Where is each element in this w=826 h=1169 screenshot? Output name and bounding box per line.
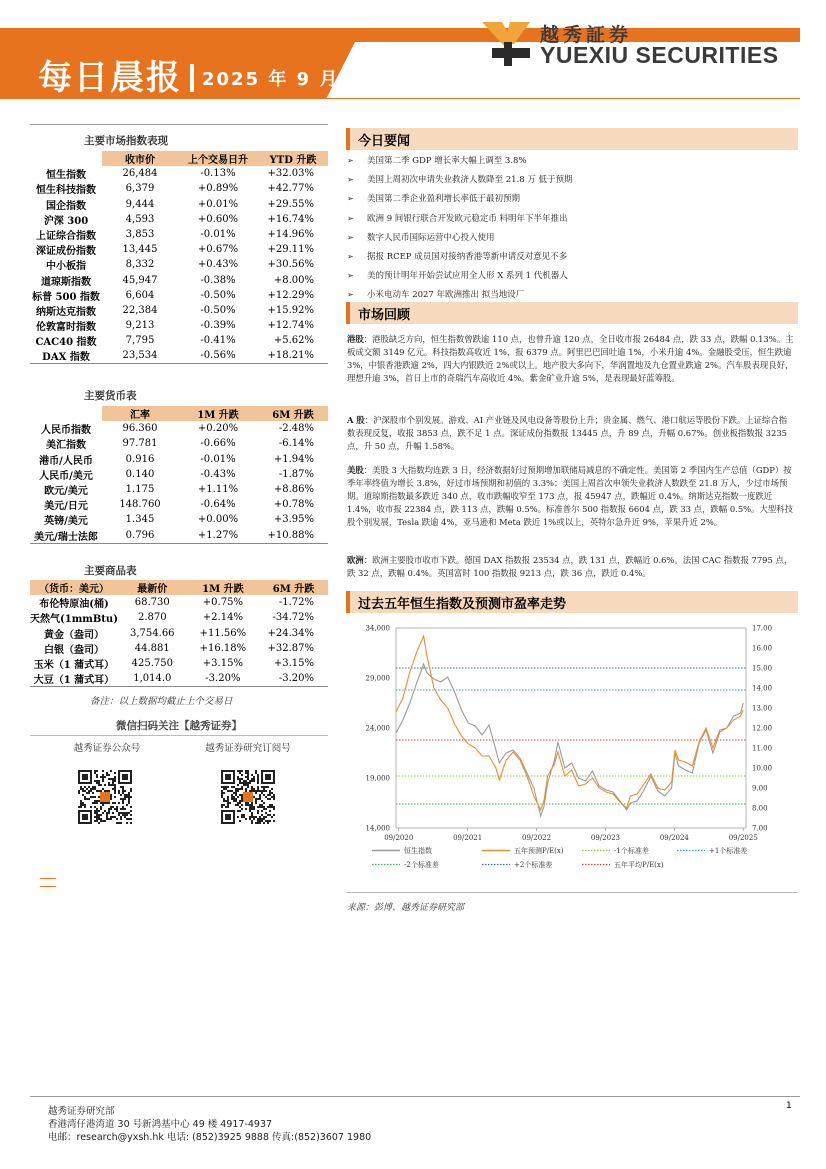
- column-header: 1M 升跌: [178, 406, 258, 421]
- cell-value: 9,213: [125, 320, 155, 332]
- row-label: 美汇指数: [46, 440, 86, 452]
- table-row: [30, 212, 328, 227]
- commodity-table-title: 主要商品表: [84, 565, 137, 577]
- row-label: 黄金（盎司）: [43, 629, 104, 641]
- news-item[interactable]: [347, 212, 568, 224]
- cell-value: +8.00%: [273, 274, 314, 286]
- cell-value: 44.881: [134, 642, 170, 654]
- cell-value: +16.74%: [267, 213, 314, 225]
- news-item[interactable]: [347, 288, 524, 300]
- table-row: [30, 273, 328, 288]
- divider: [30, 124, 328, 125]
- column-header: 1M 升跌: [187, 580, 259, 595]
- x-tick-label: 09/2020: [384, 834, 414, 842]
- arrow-bullet-icon: ➢: [347, 213, 354, 223]
- cell-value: +0.89%: [197, 183, 239, 195]
- table-header-row: [30, 406, 328, 421]
- cell-value: -0.43%: [200, 468, 236, 480]
- y-right-tick-label: 11.00: [752, 744, 773, 753]
- table-row: [30, 436, 328, 451]
- arrow-bullet-icon: ➢: [347, 194, 354, 204]
- table-header-row: [30, 580, 328, 595]
- cell-value: 0.796: [102, 528, 178, 544]
- row-label: 美元/日元: [44, 501, 88, 513]
- qr1-caption: 越秀证券公众号: [73, 743, 141, 754]
- cell-value: +0.00%: [197, 514, 239, 526]
- news-item-text: 美的预计明年开始尝试应用全人形 X 系列 1 代机器人: [367, 271, 568, 282]
- table-row: [30, 671, 328, 687]
- table-row: [30, 333, 328, 348]
- table-row: [30, 318, 328, 333]
- chart-header: [346, 591, 798, 613]
- news-item[interactable]: [347, 154, 527, 166]
- row-label: CAC40 指数: [35, 337, 97, 349]
- cell-value: +0.60%: [197, 213, 239, 225]
- y-left-tick-label: 29,000: [365, 674, 390, 683]
- cell-value: 6,379: [125, 183, 155, 195]
- cell-value: -0.01%: [200, 229, 236, 241]
- news-item-text: 美国上周初次申请失业救济人数降至 21.8 万 低于预期: [367, 175, 573, 186]
- table-row: [30, 227, 328, 242]
- row-label: 港币/人民币: [39, 455, 93, 467]
- y-right-tick-label: 12.00: [752, 724, 773, 733]
- column-header: 6M 升跌: [258, 406, 328, 421]
- table-row: [30, 528, 328, 544]
- cell-value: 9,444: [125, 198, 155, 210]
- table-row: [30, 166, 328, 181]
- cell-value: +3.15%: [273, 658, 314, 670]
- cell-value: 0.916: [125, 453, 155, 465]
- legend-label: -1个标准差: [614, 847, 649, 855]
- cell-value: +11.56%: [199, 627, 247, 639]
- cell-value: 97.781: [122, 438, 158, 450]
- column-header: 最新价: [118, 580, 187, 595]
- chart-source: 来源：彭博、越秀证券研究部: [347, 903, 465, 913]
- news-item-text: 小米电动车 2027 年欧洲推出 拟当地设厂: [367, 290, 525, 301]
- cell-value: +0.78%: [273, 499, 314, 511]
- cell-value: +10.88%: [258, 528, 328, 544]
- market-review-header: [346, 302, 798, 324]
- y-left-tick-label: 14,000: [365, 824, 390, 833]
- cell-value: +12.29%: [267, 289, 314, 301]
- arrow-bullet-icon: ➢: [347, 156, 354, 165]
- cell-value: 23,534: [102, 348, 178, 364]
- news-item-text: 美国第二季企业盈利增长率低于最初预期: [367, 194, 521, 205]
- cell-value: 1.175: [125, 484, 155, 496]
- arrow-bullet-icon: ➢: [347, 290, 354, 300]
- row-label: DAX 指数: [30, 348, 102, 364]
- y-left-tick-label: 19,000: [365, 774, 390, 783]
- table-header-row: [30, 151, 328, 166]
- row-label: 美元/瑞士法郎: [30, 528, 102, 544]
- y-left-tick-label: 24,000: [365, 724, 390, 733]
- cell-value: +29.55%: [267, 198, 314, 210]
- footer-address: 香港湾仔港湾道 30 号新鸿基中心 49 楼 4917-4937: [48, 1119, 273, 1130]
- column-header: [30, 151, 102, 166]
- table-row: [30, 288, 328, 303]
- divider: [40, 886, 56, 887]
- table-row: [30, 467, 328, 482]
- cell-value: -6.14%: [278, 438, 314, 450]
- cell-value: 22,384: [122, 304, 158, 316]
- cell-value: 4,593: [125, 213, 155, 225]
- cell-value: +0.01%: [197, 198, 239, 210]
- page-number: 1: [786, 1101, 792, 1111]
- x-tick-label: 09/2021: [453, 834, 483, 842]
- y-right-tick-label: 10.00: [752, 764, 773, 773]
- cell-value: 7,795: [125, 335, 155, 347]
- news-item[interactable]: [347, 269, 568, 281]
- cell-value: +32.03%: [267, 168, 314, 180]
- today-news-title: 今日要闻: [358, 134, 411, 149]
- column-header: 6M 升跌: [259, 580, 328, 595]
- table-row: [30, 348, 328, 364]
- cell-value: 13,445: [122, 244, 158, 256]
- news-item-text: 数字人民币国际运营中心投入使用: [367, 232, 495, 243]
- column-header: [30, 406, 102, 421]
- logo-en: YUEXIU SECURITIES: [540, 42, 779, 68]
- cell-value: 3,754.66: [130, 627, 175, 639]
- row-label: 道琼斯指数: [41, 276, 91, 288]
- index-table-title: 主要市场指数表现: [84, 135, 168, 147]
- cell-value: 68.730: [134, 597, 170, 609]
- y-right-tick-label: 15.00: [752, 664, 773, 673]
- hsi-pe-chart: [346, 620, 798, 885]
- qr-code-icon[interactable]: [78, 770, 132, 824]
- row-label: 国企指数: [46, 200, 86, 212]
- cell-value: 2.870: [137, 612, 167, 624]
- news-item-text: 据报 RCEP 成员国对接纳香港等新申请反对意见不多: [367, 252, 568, 262]
- cell-value: +3.95%: [273, 514, 314, 526]
- row-label: 恒生指数: [46, 170, 86, 182]
- qr2-caption: 越秀证券研究订阅号: [205, 743, 291, 754]
- legend-label: +2个标准差: [514, 861, 553, 869]
- cell-value: +2.14%: [202, 612, 243, 624]
- table-row: [30, 656, 328, 671]
- header-rule: [0, 98, 800, 99]
- row-label: 大豆（1 蒲式耳）: [30, 671, 118, 687]
- cell-value: +15.92%: [267, 304, 314, 316]
- cell-value: 1.345: [125, 514, 155, 526]
- cell-value: +0.75%: [202, 597, 243, 609]
- news-item[interactable]: [347, 231, 495, 243]
- row-label: 布伦特原油(桶): [39, 599, 109, 611]
- legend-label: -2个标准差: [404, 861, 439, 869]
- cell-value: -0.50%: [200, 289, 236, 301]
- cell-value: -0.41%: [200, 335, 236, 347]
- column-header: 汇率: [102, 406, 178, 421]
- cell-value: +42.77%: [267, 183, 314, 195]
- row-label: 恒生科技指数: [36, 185, 96, 197]
- cell-value: 96.360: [122, 423, 158, 435]
- cell-value: -1.72%: [278, 597, 314, 609]
- row-label: 中小板指: [46, 261, 86, 273]
- cell-value: +32.87%: [267, 642, 314, 654]
- cell-value: -0.64%: [200, 499, 236, 511]
- footer-contact: 电邮：research@yxsh.hk 电话: (852)3925 9888 传真:(852)3607 1980: [48, 1132, 372, 1143]
- legend-label: 五年预测P/E(x): [514, 847, 564, 855]
- yuexiu-logo-icon: [480, 18, 532, 68]
- divider: [30, 735, 328, 736]
- market-review-title: 市场回顾: [358, 308, 411, 323]
- cell-value: +30.56%: [267, 259, 314, 271]
- row-label: 沪深 300: [43, 215, 89, 227]
- cell-value: +8.86%: [273, 484, 314, 496]
- review-us: 美股：美股 3 大指数均连跌 3 日，经济数据好过预期增加联储局减息的不确定性。美国第 2 季国内生产总值（GDP）按季年率终值为增长 3.8%，好过市场预期和初值的 3.3%；美国上周首次申领失业救济人数跌至 21.8 万人，少过市场预期。道琼斯指数最多跌近 340 点，收市跌幅收窄至 173 点，报 45947 点，跌幅近 0.4%。纳斯达克指数一度跌近 1.4%，收市报 22384 点，跌 113 点，跌幅 0.5%。标准普尔 500 指数报 6604 点，跌 33 点，跌幅 0.5%。大型科技股个别发展，Tesla 跌逾 4%，亚马逊和 Meta 跌近 1%或以上，英特尔急升近 9%，苹果升近 2%。: [347, 465, 793, 527]
- y-right-tick-label: 9.00: [752, 784, 768, 793]
- cell-value: -0.01%: [200, 453, 236, 465]
- table-row: [30, 497, 328, 512]
- cell-value: -0.38%: [200, 274, 236, 286]
- wechat-title: 微信扫码关注【越秀证券】: [116, 720, 242, 732]
- table-row: [30, 421, 328, 436]
- row-label: 人民币指数: [41, 425, 91, 437]
- column-header: YTD 升跌: [258, 151, 328, 166]
- index-table: [30, 151, 328, 364]
- cell-value: +14.96%: [267, 229, 314, 241]
- arrow-bullet-icon: ➢: [347, 252, 354, 261]
- news-item-text: 欧洲 9 间银行联合开发欧元稳定币 料明年下半年推出: [367, 213, 568, 224]
- table-row: [30, 242, 328, 257]
- review-ashare: A 股：沪深股市个别发展。游戏、AI 产业链及风电设备等股份上升；贵金属、燃气、港口航运等股份下跌。上证综合指数表现反复，收报 3853 点，跌不足 1 点。深证成份指数报 13445 点，升 89 点，升幅 0.67%。创业板指数报 3235 点，升 50 点，升幅 1.58%。: [347, 415, 788, 451]
- cell-value: -2.48%: [278, 423, 314, 435]
- row-label: 标普 500 指数: [32, 291, 100, 303]
- news-item[interactable]: [347, 192, 520, 204]
- table-row: [30, 626, 328, 641]
- report-date: 2025 年 9 月 26 日: [202, 69, 406, 90]
- y-right-tick-label: 16.00: [752, 644, 773, 653]
- cell-value: +18.21%: [258, 348, 328, 364]
- commodity-table: [30, 580, 328, 687]
- cell-value: +0.43%: [197, 259, 239, 271]
- news-item[interactable]: [347, 173, 573, 185]
- review-europe: 欧洲：欧洲主要股市收市下跌。德国 DAX 指数报 23534 点，跌 131 点，跌幅近 0.6%。法国 CAC 指数报 7795 点，跌 32 点，跌幅 0.4%。英国富时 100 指数报 9213 点，跌 36 点，跌近 0.4%。: [347, 555, 793, 578]
- x-tick-label: 09/2024: [659, 834, 689, 842]
- table-row: [30, 610, 328, 625]
- arrow-bullet-icon: ➢: [347, 271, 354, 281]
- table-row: [30, 452, 328, 467]
- cell-value: 45,947: [122, 274, 158, 286]
- cell-value: -0.13%: [200, 168, 236, 180]
- footer-dept: 越秀证券研究部: [48, 1106, 115, 1117]
- legend-label: 五年平均P/E(x): [614, 861, 664, 869]
- table-note: 备注：以上数据均截止上个交易日: [90, 696, 233, 707]
- column-header: 收市价: [102, 151, 178, 166]
- cell-value: +1.27%: [178, 528, 258, 544]
- cell-value: -3.20%: [187, 671, 259, 687]
- divider: [346, 892, 798, 893]
- column-header: 上个交易日升: [178, 151, 258, 166]
- cell-value: 1,014.0: [118, 671, 187, 687]
- fx-table-title: 主要货币表: [84, 390, 137, 402]
- y-right-tick-label: 8.00: [752, 804, 768, 813]
- logo-cn: 越秀証券: [540, 24, 633, 46]
- cell-value: +3.15%: [202, 658, 243, 670]
- legend-label: +1个标准差: [709, 847, 748, 855]
- fx-table: [30, 406, 328, 544]
- divider: [40, 878, 56, 879]
- cell-value: -0.39%: [200, 320, 236, 332]
- cell-value: 425.750: [131, 658, 173, 670]
- cell-value: -34.72%: [272, 612, 314, 624]
- y-left-tick-label: 34,000: [365, 624, 390, 633]
- y-right-tick-label: 13.00: [752, 704, 773, 713]
- row-label: 英镑/美元: [44, 516, 88, 528]
- cell-value: +0.20%: [197, 423, 239, 435]
- news-item-text: 美国第二季 GDP 增长率大幅上调至 3.8%: [367, 156, 527, 166]
- row-label: 白银（盎司）: [43, 644, 104, 656]
- series-line: [396, 636, 743, 810]
- cell-value: +29.11%: [267, 244, 314, 256]
- cell-value: 8,332: [125, 259, 155, 271]
- report-title: 每日晨报 2025 年 9 月 26 日: [38, 58, 406, 98]
- row-label: 上证综合指数: [36, 231, 96, 243]
- cell-value: +0.67%: [197, 244, 239, 256]
- cell-value: 26,484: [122, 168, 158, 180]
- cell-value: -0.56%: [178, 348, 258, 364]
- news-item[interactable]: [347, 250, 567, 262]
- column-header: （货币：美元）: [30, 580, 118, 595]
- x-tick-label: 09/2022: [522, 834, 552, 842]
- chart-title: 过去五年恒生指数及预测市盈率走势: [358, 597, 567, 612]
- table-row: [30, 257, 328, 272]
- cell-value: +12.74%: [267, 320, 314, 332]
- cell-value: +24.34%: [267, 627, 314, 639]
- row-label: 玉米（1 蒲式耳）: [33, 660, 115, 672]
- table-row: [30, 641, 328, 656]
- plot-area: [396, 628, 746, 828]
- row-label: 伦敦富时指数: [36, 322, 96, 334]
- row-label: 天然气(1mmBtu): [30, 614, 118, 626]
- y-right-tick-label: 17.00: [752, 624, 773, 633]
- table-row: [30, 482, 328, 497]
- qr-code-icon[interactable]: [221, 770, 275, 824]
- table-row: [30, 181, 328, 196]
- header-band: [0, 28, 800, 42]
- cell-value: 6,604: [125, 289, 155, 301]
- cell-value: +5.62%: [273, 335, 314, 347]
- cell-value: -3.20%: [259, 671, 328, 687]
- x-tick-label: 09/2025: [728, 834, 758, 842]
- table-row: [30, 595, 328, 610]
- cell-value: 0.140: [125, 468, 155, 480]
- x-tick-label: 09/2023: [590, 834, 620, 842]
- cell-value: -0.50%: [200, 304, 236, 316]
- cell-value: +16.18%: [199, 642, 247, 654]
- cell-value: -1.87%: [278, 468, 314, 480]
- row-label: 纳斯达克指数: [36, 306, 96, 318]
- cell-value: +1.94%: [273, 453, 314, 465]
- footer-rule: [30, 1096, 800, 1097]
- cell-value: -0.66%: [200, 438, 236, 450]
- cell-value: 3,853: [125, 229, 155, 241]
- row-label: 欧元/美元: [44, 486, 88, 498]
- arrow-bullet-icon: ➢: [347, 175, 354, 185]
- review-hk: 港股：港股缺乏方向，恒生指数曾跌逾 110 点，也曾升逾 120 点，全日收市报 26484 点，跌 33 点，跌幅 0.13%。主板成交额 3149 亿元。科技指数高收近 1%，报 6379 点。阿里巴巴回吐逾 1%，小米升逾 4%。金融股受压，恒生跌逾 3%，中银香港跌逾 2%，四大内银跌近 2%或以上。地产股大多向下，华润置地及九仓置业跌逾 2%。汽车股表现良好，理想升逾 3%，首日上市的奇瑞汽车高收近 4%。紫金矿业升逾 5%，是表现最好蓝筹股。: [347, 334, 794, 383]
- row-label: 深证成份指数: [36, 246, 96, 258]
- legend-label: 恒生指数: [404, 847, 432, 855]
- table-row: [30, 512, 328, 527]
- today-news-header: [346, 128, 798, 150]
- arrow-bullet-icon: ➢: [347, 232, 354, 242]
- row-label: 人民币/美元: [39, 470, 93, 482]
- y-right-tick-label: 14.00: [752, 684, 773, 693]
- cell-value: +1.11%: [197, 484, 239, 496]
- cell-value: 148.760: [119, 499, 161, 511]
- table-row: [30, 303, 328, 318]
- table-row: [30, 197, 328, 212]
- y-right-tick-label: 7.00: [752, 824, 768, 833]
